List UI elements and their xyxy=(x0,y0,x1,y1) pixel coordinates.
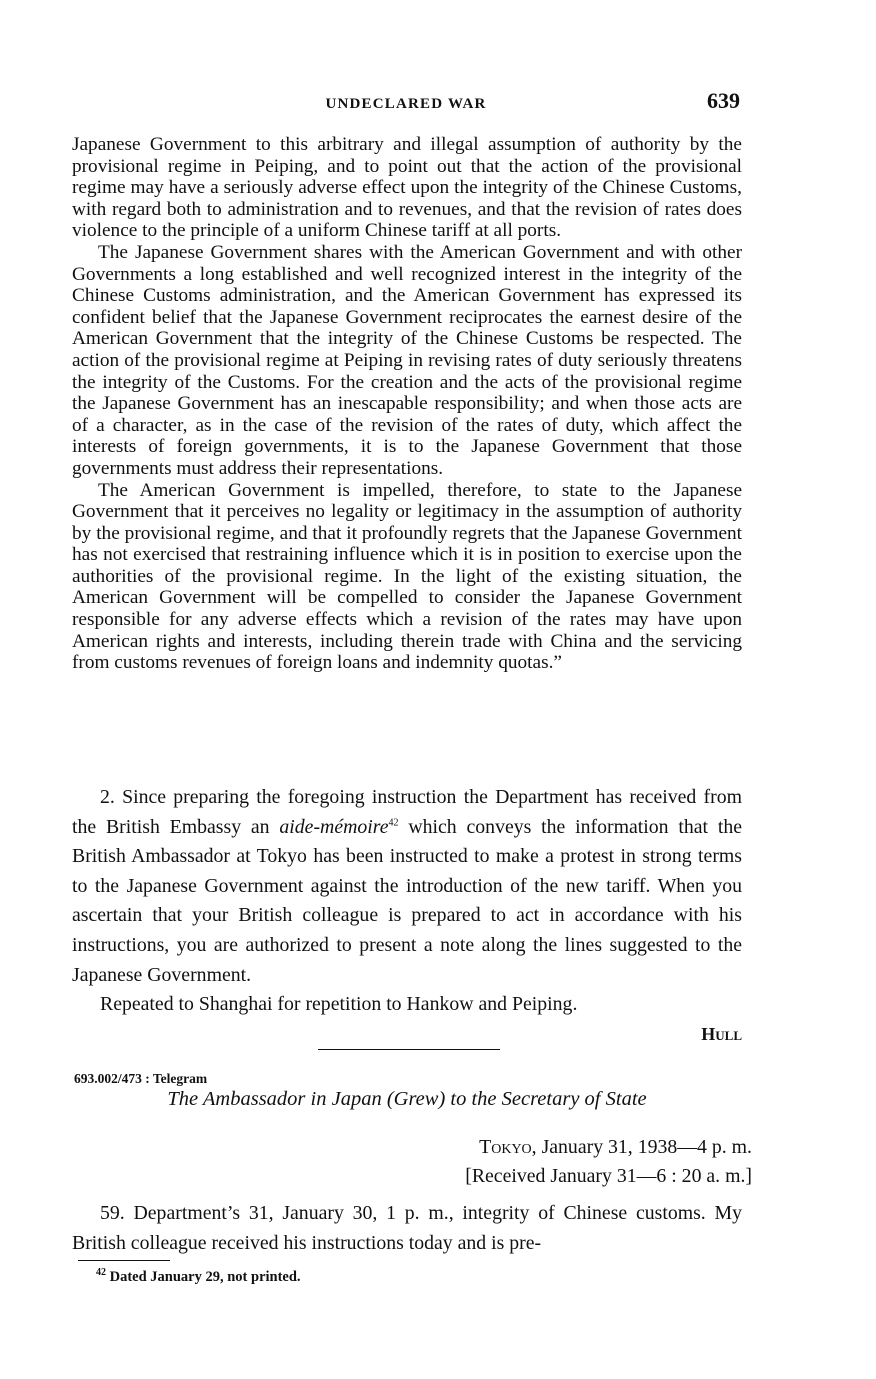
aide-memoire-term: aide-mémoire xyxy=(279,815,389,838)
date-received: [Received January 31—6 : 20 a. m.] xyxy=(465,1165,752,1187)
date-time: , January 31, 1938—4 p. m. xyxy=(531,1136,752,1158)
place-name: Tokyo xyxy=(479,1136,532,1158)
dateline xyxy=(465,1133,752,1191)
footnote-number: 42 xyxy=(96,1267,106,1279)
paragraph-2-end: which conveys the information that the British Ambassador at Tokyo has been instructed to make a protest in strong terms to the Japanese Government against the introduction of the new tariff. When you ascertain that your British colleague is prepared to act in accordance with his instructions, you are authorized to present a note along the lines suggested to the Japanese Government. xyxy=(72,815,742,986)
page-header xyxy=(72,88,740,118)
quoted-instruction xyxy=(72,134,742,674)
footnote xyxy=(96,1269,301,1286)
paragraph-2 xyxy=(72,783,742,990)
section-divider xyxy=(318,1049,500,1050)
repeated-line: Repeated to Shanghai for repetition to Hankow and Peiping. xyxy=(100,993,578,1016)
file-number: 693.002/473 : Telegram xyxy=(74,1071,208,1086)
page-number: 639 xyxy=(707,88,740,113)
paragraph-2-start: 2. Since preparing the foregoing instruction the Department has received from the British Embassy an xyxy=(72,786,742,838)
document-title: The Ambassador in Japan (Grew) to the Secretary of State xyxy=(167,1088,647,1110)
footnote-reference: 42 xyxy=(388,817,399,828)
quote-paragraph-3: The American Government is impelled, therefore, to state to the Japanese Government that it perceives no legality or legitimacy in the assumption of authority by the provisional regime, and that it profoundly regrets that the Japanese Government has not exercised that restraining influence which it is in position to exercise upon the authorities of the provisional regime. In the light of the existing situation, the American Government will be compelled to consider the Japanese Government responsible for any adverse effects which a revision of the rates may have upon American rights and interests, including therein trade with China and the servicing from customs revenues of foreign loans and indemnity quotas.” xyxy=(72,479,742,674)
telegram-body xyxy=(72,1199,742,1258)
telegram-paragraph: 59. Department’s 31, January 30, 1 p. m., integrity of Chinese customs. My British colleague received his instructions today and is pre- xyxy=(72,1202,742,1254)
footnote-divider xyxy=(78,1260,170,1261)
footnote-text: Dated January 29, not printed. xyxy=(106,1269,301,1285)
running-head: UNDECLARED WAR xyxy=(325,96,487,112)
signature: Hull xyxy=(701,1023,742,1044)
quote-paragraph-1: Japanese Government to this arbitrary and illegal assumption of authority by the provisional regime in Peiping, and to point out that the action of the provisional regime may have a seriously adverse effect upon the integrity of the Chinese Customs, with regard both to administration and to revenues, and that the revision of rates does violence to the principle of a uniform Chinese tariff at all ports. xyxy=(72,134,742,242)
instruction-paragraph-2 xyxy=(72,783,742,1049)
date-sent xyxy=(465,1133,752,1162)
quote-paragraph-2: The Japanese Government shares with the American Government and with other Governments a long established and well recognized interest in the integrity of the Chinese Customs administration, and the American Government has expressed its confident belief that the Japanese Government reciprocates the earnest desire of the American Government that the integrity of the Chinese Customs be respected. The action of the provisional regime at Peiping in revising rates of duty seriously threatens the integrity of the Customs. For the creation and the acts of the provisional regime the Japanese Government has an inescapable responsibility; and when those acts are of a character, as in the case of the revision of the rates of duty, which affect the interests of foreign governments, it is to the Japanese Government that those governments must address their representations. xyxy=(72,241,742,479)
